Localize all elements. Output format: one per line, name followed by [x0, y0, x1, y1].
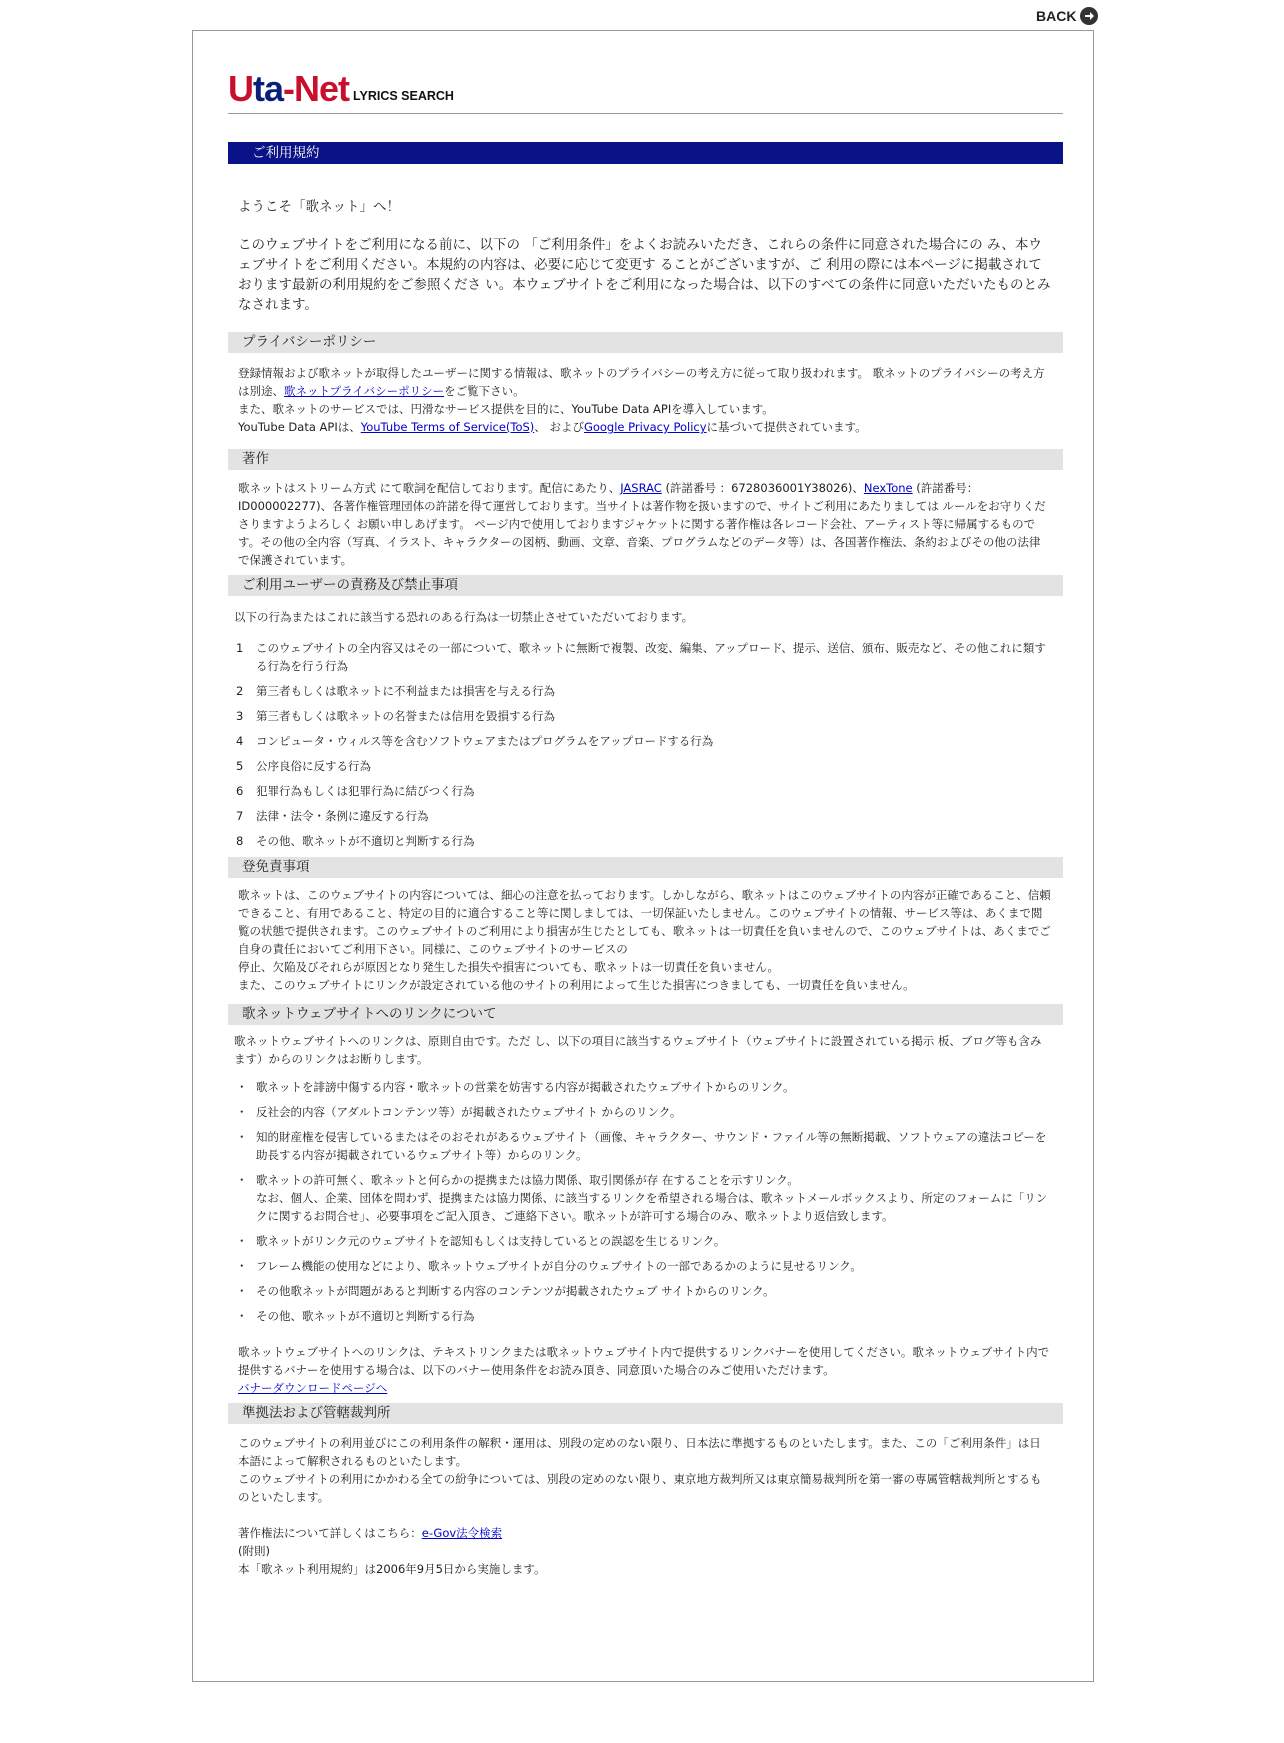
linking-item — [236, 1103, 1063, 1121]
item-number: 8 — [236, 834, 244, 848]
welcome-text: ようこそ「歌ネット」へ！ — [238, 199, 400, 215]
uta-net-logo[interactable]: Uta-Net — [228, 68, 350, 109]
item-text: 歌ネットの許可無く、歌ネットと何らかの提携または協力関係、取引関係が存 在することを示すリンク。 なお、個人、企業、団体を問わず、提携または協力関係、に該当するリンクを希望される場合は、歌ネットメールボックスより、所定のフォームに「リンクに関するお問合せ」、必要事項をご記入頂き、ご連絡下さい。歌ネットが許可する場合のみ、歌ネットより返信致します。 — [256, 1173, 1048, 1223]
prohibited-item — [236, 732, 1063, 750]
linking-item — [236, 1232, 1063, 1250]
site-header — [228, 65, 1063, 114]
prohibited-item — [236, 807, 1063, 825]
prohibited-list — [228, 639, 1063, 850]
google-privacy-link[interactable]: Google Privacy Policy — [583, 420, 707, 434]
bullet: ・ — [236, 1130, 248, 1144]
item-text: 歌ネットがリンク元のウェブサイトを認知もしくは支持しているとの誤認を生じるリンク。 — [256, 1234, 726, 1248]
linking-item — [236, 1307, 1063, 1325]
item-text: その他歌ネットが問題があると判断する内容のコンテンツが掲載されたウェブ サイトからのリンク。 — [256, 1284, 775, 1298]
privacy-heading: プライバシーポリシー — [228, 332, 1063, 353]
item-text: その他、歌ネットが不適切と判断する行為 — [256, 834, 475, 848]
privacy-text: 登録情報および歌ネットが取得したユーザーに関する情報は、歌ネットのプライバシーの考え方に従って取り扱われます。 歌ネットのプライバシーの考え方は別途、歌ネットプライバシーポリシーをご覧下さい。 また、歌ネットのサービスでは、円滑なサービス提供を目的に、YouTube Data APIを導入しています。 YouTube Data APIは、YouTube Terms of Service(ToS)、 およびGoogle Privacy Policyに基づいて提供されています。 — [238, 366, 1045, 434]
item-text: 知的財産権を侵害しているまたはそのおそれがあるウェブサイト（画像、キャラクター、サウンド・ファイル等の無断掲載、ソフトウェアの違法コピーを助長する内容が掲載されているウェブサイト等）からのリンク。 — [256, 1130, 1047, 1162]
item-text: このウェブサイトの全内容又はその一部について、歌ネットに無断で複製、改変、編集、アップロード、提示、送信、頒布、販売など、その他これに類する行為を行う行為 — [256, 641, 1046, 673]
item-number: 6 — [236, 784, 244, 798]
item-text: 第三者もしくは歌ネットの名誉または信用を毀損する行為 — [256, 709, 555, 723]
back-button[interactable] — [1036, 6, 1098, 26]
bullet: ・ — [236, 1173, 248, 1187]
prohibited-item — [236, 682, 1063, 700]
item-text: コンピュータ・ウィルス等を含むソフトウェアまたはプログラムをアップロードする行為 — [256, 734, 714, 748]
prohibited-item — [236, 782, 1063, 800]
item-number: 1 — [236, 641, 244, 655]
item-text: 歌ネットを誹謗中傷する内容・歌ネットの営業を妨害する内容が掲載されたウェブサイトからのリンク。 — [256, 1080, 795, 1094]
item-text: 反社会的内容（アダルトコンテンツ等）が掲載されたウェブサイト からのリンク。 — [256, 1105, 682, 1119]
bullet: ・ — [236, 1309, 248, 1323]
law-text: このウェブサイトの利用並びにこの利用条件の解釈・運用は、別段の定めのない限り、日本法に準拠するものといたします。また、この「ご利用条件」は日本語によって解釈されるものといたします。 このウェブサイトの利用にかかわる全ての紛争については、別段の定めのない限り、東京地方裁判所又は東京簡易裁判所を第一審の専属管轄裁判所とするものといたします。 著作権法について詳しくはこちら：e-Gov法令検索 (附則) 本「歌ネット利用規約」は2006年9月5日から実施します。 — [238, 1436, 1042, 1576]
bullet: ・ — [236, 1105, 248, 1119]
bullet: ・ — [236, 1234, 248, 1248]
bullet: ・ — [236, 1259, 248, 1273]
prohibited-item — [236, 639, 1063, 675]
law-heading: 準拠法および管轄裁判所 — [228, 1403, 1063, 1424]
item-text: 犯罪行為もしくは犯罪行為に結びつく行為 — [256, 784, 475, 798]
prohibited-item — [236, 832, 1063, 850]
linking-item — [236, 1078, 1063, 1096]
disclaimer-heading: 登免責事項 — [228, 857, 1063, 878]
linking-after-text: 歌ネットウェブサイトへのリンクは、テキストリンクまたは歌ネットウェブサイト内で提供するリンクバナーを使用してください。歌ネットウェブサイト内で提供するバナーを使用する場合は、以下のバナー使用条件をお読み頂き、同意頂いた場合のみご使用いただけます。 バナーダウンロードページへ — [238, 1345, 1050, 1395]
item-text: フレーム機能の使用などにより、歌ネットウェブサイトが自分のウェブサイトの一部であるかのように見せるリンク。 — [256, 1259, 862, 1273]
youtube-tos-link[interactable]: YouTube Terms of Service(ToS) — [360, 420, 535, 434]
item-number: 2 — [236, 684, 244, 698]
linking-item — [236, 1128, 1063, 1164]
item-number: 4 — [236, 734, 244, 748]
privacy-policy-link[interactable]: 歌ネットプライバシーポリシー — [284, 384, 445, 398]
item-text: 公序良俗に反する行為 — [256, 759, 371, 773]
egov-link[interactable]: e-Gov法令検索 — [421, 1526, 503, 1540]
item-text: その他、歌ネットが不適切と判断する行為 — [256, 1309, 475, 1323]
content-frame — [192, 30, 1094, 1682]
disclaimer-text: 歌ネットは、このウェブサイトの内容については、細心の注意を払っております。しかしながら、歌ネットはこのウェブサイトの内容が正確であること、信頼 できること、有用であること、特定の目的に適合すること等に関しましては、一切保証いたしません。このウェブサイトの情報、サービス等は、あくまで閲覧の状態で提供されます。このウェブサイトのご利用により損害が生じたとしても、歌ネットは一切責任を負いませんので、このウェブサイトは、あくまでご自身の責任においてご利用下さい。同様に、このウェブサイトのサービスの 停止、欠陥及びそれらが原因となり発生した損失や損害についても、歌ネットは一切責任を負いません。 また、このウェブサイトにリンクが設定されている他のサイトの利用によって生じた損害につきましても、一切責任を負いません。 — [238, 888, 1051, 992]
item-number: 7 — [236, 809, 244, 823]
linking-item — [236, 1171, 1063, 1225]
linking-item — [236, 1282, 1063, 1300]
prohibited-item — [236, 757, 1063, 775]
logo-tagline: LYRICS SEARCH — [353, 89, 454, 103]
jasrac-link[interactable]: JASRAC — [620, 481, 662, 495]
bullet: ・ — [236, 1284, 248, 1298]
linking-item — [236, 1257, 1063, 1275]
nextone-link[interactable]: NexTone — [863, 481, 913, 495]
item-text: 第三者もしくは歌ネットに不利益または損害を与える行為 — [256, 684, 555, 698]
prohibited-item — [236, 707, 1063, 725]
copyright-text: 歌ネットはストリーム方式 にて歌詞を配信しております。配信にあたり、JASRAC (許諾番号 ：6728036001Y38026)、NexTone (許諾番号：ID000002277)、各著作権管理団体の許諾を得て運営しております。当サイトは著作物を扱いますので、サイトご利用にあたりましては ルールをお守りくださりますようよろしく お願い申しあげます。 ページ内で使用しておりますジャケットに関する著作権は各レコード会社、アーティスト等に帰属するものです。その他の全内容（写真、イラスト、キャラクターの図柄、動画、文章、音楽、プログラムなどのデータ等）は、各国著作権法、条約およびその他の法律で保護されています。 — [238, 481, 1046, 567]
linking-lead: 歌ネットウェブサイトへのリンクは、原則自由です。ただ し、以下の項目に該当するウェブサイト（ウェブサイトに設置されている掲示 板、ブログ等も含みます）からのリンクはお断りします。 — [234, 1034, 1042, 1066]
bullet: ・ — [236, 1080, 248, 1094]
item-number: 3 — [236, 709, 244, 723]
item-number: 5 — [236, 759, 244, 773]
back-label: BACK — [1036, 8, 1077, 24]
arrow-right-icon — [1080, 7, 1098, 25]
linking-list — [228, 1078, 1063, 1325]
prohibited-heading: ご利用ユーザーの責務及び禁止事項 — [228, 575, 1063, 596]
banner-download-link[interactable]: バナーダウンロードページへ — [238, 1381, 388, 1395]
prohibited-lead: 以下の行為またはこれに該当する恐れのある行為は一切禁止させていただいております。 — [234, 610, 694, 624]
item-text: 法律・法令・条例に違反する行為 — [256, 809, 429, 823]
page-title: ご利用規約 — [228, 142, 1063, 164]
copyright-heading: 著作 — [228, 449, 1063, 470]
linking-heading: 歌ネットウェブサイトへのリンクについて — [228, 1004, 1063, 1025]
intro-text: このウェブサイトをご利用になる前に、以下の 「ご利用条件」をよくお読みいただき、これらの条件に同意された場合にの み、本ウェブサイトをご利用ください。本規約の内容は、必要に応じて変更す ることがございますが、ご 利用の際には本ページに掲載されております最新の利用規約をご参照くださ い。本ウェブサイトをご利用になった場合は、以下のすべての条件に同意いただいたものとみなされます。 — [238, 237, 1051, 313]
